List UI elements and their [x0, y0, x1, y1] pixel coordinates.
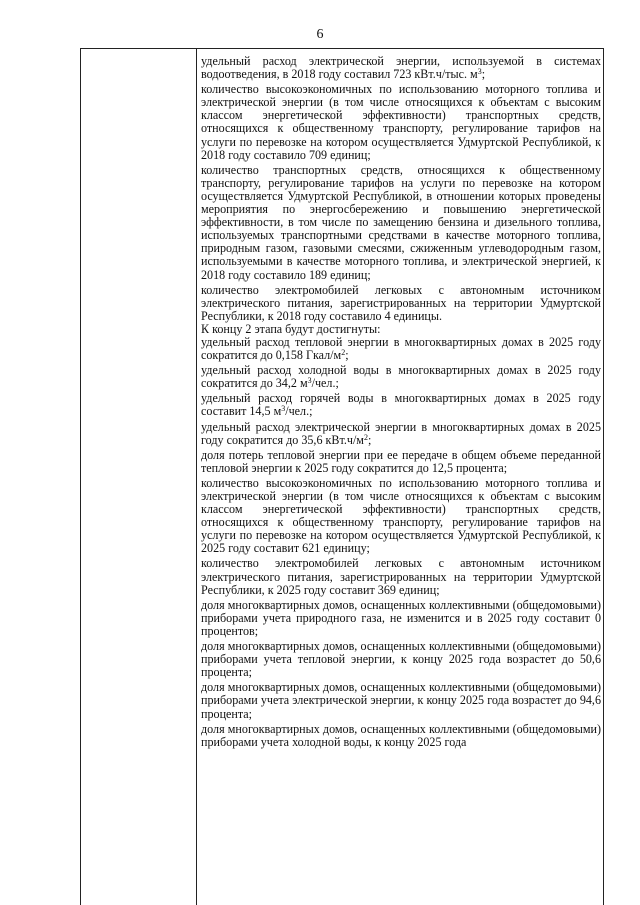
paragraph-stage2-heading: К концу 2 этапа будут достигнуты:	[201, 321, 381, 336]
paragraph-text: удельный расход холодной воды в многоквартирных домах в 2025 году сократится до 34,2 м	[201, 363, 601, 391]
paragraph-tail: ;	[345, 348, 349, 363]
paragraph-heat-meters: доля многоквартирных домов, оснащенных коллективными (общедомовыми) приборами учета тепловой энергии, к концу 2025 года возрастет до 50,6 процента;	[201, 639, 601, 680]
paragraph-cold-water-meters: доля многоквартирных домов, оснащенных коллективными (общедомовыми) приборами учета холодной воды, к концу 2025 года	[201, 721, 601, 749]
paragraph-text: удельный расход тепловой энергии в многоквартирных домах в 2025 году сократится до 0,158 Гкал/м	[201, 334, 601, 363]
paragraph-efficient-vehicles-2018: количество высокоэкономичных по использованию моторного топлива и электрической энергии (в том числе относящихся к объектам с высоким классом энергетической эффективности) транспортных средств, относящихся к общественному транспорту, регулирование тарифов на услуги по перевозке на котором осуществляется Удмуртской Республикой, к 2018 году составило 709 единиц;	[201, 82, 601, 162]
paragraph-electricity-consumption	[201, 421, 601, 447]
paragraph-cold-water	[201, 364, 601, 390]
paragraph-tail: ;	[367, 432, 372, 447]
superscript: 3	[477, 67, 482, 77]
paragraph-hot-water	[201, 392, 601, 418]
superscript: 3	[307, 376, 312, 386]
paragraph-efficient-vehicles-2025: количество высокоэкономичных по использованию моторного топлива и электрической энергии (в том числе относящихся к объектам с высоким классом энергетической эффективности) транспортных средств, относящихся к общественному транспорту, регулирование тарифов на услуги по перевозке на котором осуществляется Удмуртской Республикой, к 2025 году составит 621 единицу;	[201, 475, 601, 556]
paragraph-text: удельный расход электрической энергии, используемой в системах водоотведения, в 2018 году составил 723 кВт.ч/тыс. м	[201, 54, 601, 82]
paragraph-text: удельный расход горячей воды в многоквартирных домах в 2025 году составит 14,5 м	[201, 391, 601, 419]
paragraph-heat-consumption	[201, 336, 601, 362]
paragraph-gas-meters: доля многоквартирных домов, оснащенных коллективными (общедомовыми) приборами учета природного газа, не изменится и в 2025 году составит 0 процентов;	[201, 597, 601, 638]
paragraph-heat-losses: доля потерь тепловой энергии при ее передаче в общем объеме переданной тепловой энергии к 2025 году сократится до 12,5 процента;	[201, 447, 601, 475]
table-left-column	[81, 49, 197, 905]
table-content-cell	[201, 55, 601, 749]
superscript: 3	[281, 404, 286, 414]
paragraph-wastewater-electricity	[201, 55, 601, 81]
paragraph-tail: /чел.;	[285, 404, 313, 419]
superscript: 2	[341, 348, 346, 358]
superscript: 2	[363, 432, 368, 442]
paragraph-electric-cars-2025: количество электромобилей легковых с автономным источником электрического питания, зарегистрированных на территории Удмуртской Республики, к 2025 году составит 369 единиц;	[201, 556, 601, 597]
paragraph-converted-vehicles-2018: количество транспортных средств, относящихся к общественному транспорту, регулирование тарифов на услуги по перевозке на котором осуществляется Удмуртской Республикой, в отношении которых проведены мероприятия по энергосбережению и повышению энергетической эффективности, в том числе по замещению бензина и дизельного топлива, используемых транспортными средствами в качестве моторного топлива, природным газом, газовыми смесями, сжиженным углеводородным газом, используемыми в качестве моторного топлива, и электрической энергией, к 2018 году составило 189 единиц;	[201, 162, 601, 282]
paragraph-tail: ;	[481, 67, 486, 82]
paragraph-electricity-meters: доля многоквартирных домов, оснащенных коллективными (общедомовыми) приборами учета электрической энергии, к концу 2025 года возрастет до 94,6 процента;	[201, 680, 601, 721]
paragraph-tail: /чел.;	[311, 376, 339, 391]
document-table	[80, 48, 604, 905]
page-number: 6	[316, 27, 324, 42]
paragraph-electric-cars-2018: количество электромобилей легковых с автономным источником электрического питания, зарегистрированных на территории Удмуртской Республики, к 2018 году составило 4 единицы.	[201, 282, 601, 323]
paragraph-text: удельный расход электрической энергии в многоквартирных домах в 2025 году сократится до 35,6 кВт.ч/м	[201, 419, 601, 447]
